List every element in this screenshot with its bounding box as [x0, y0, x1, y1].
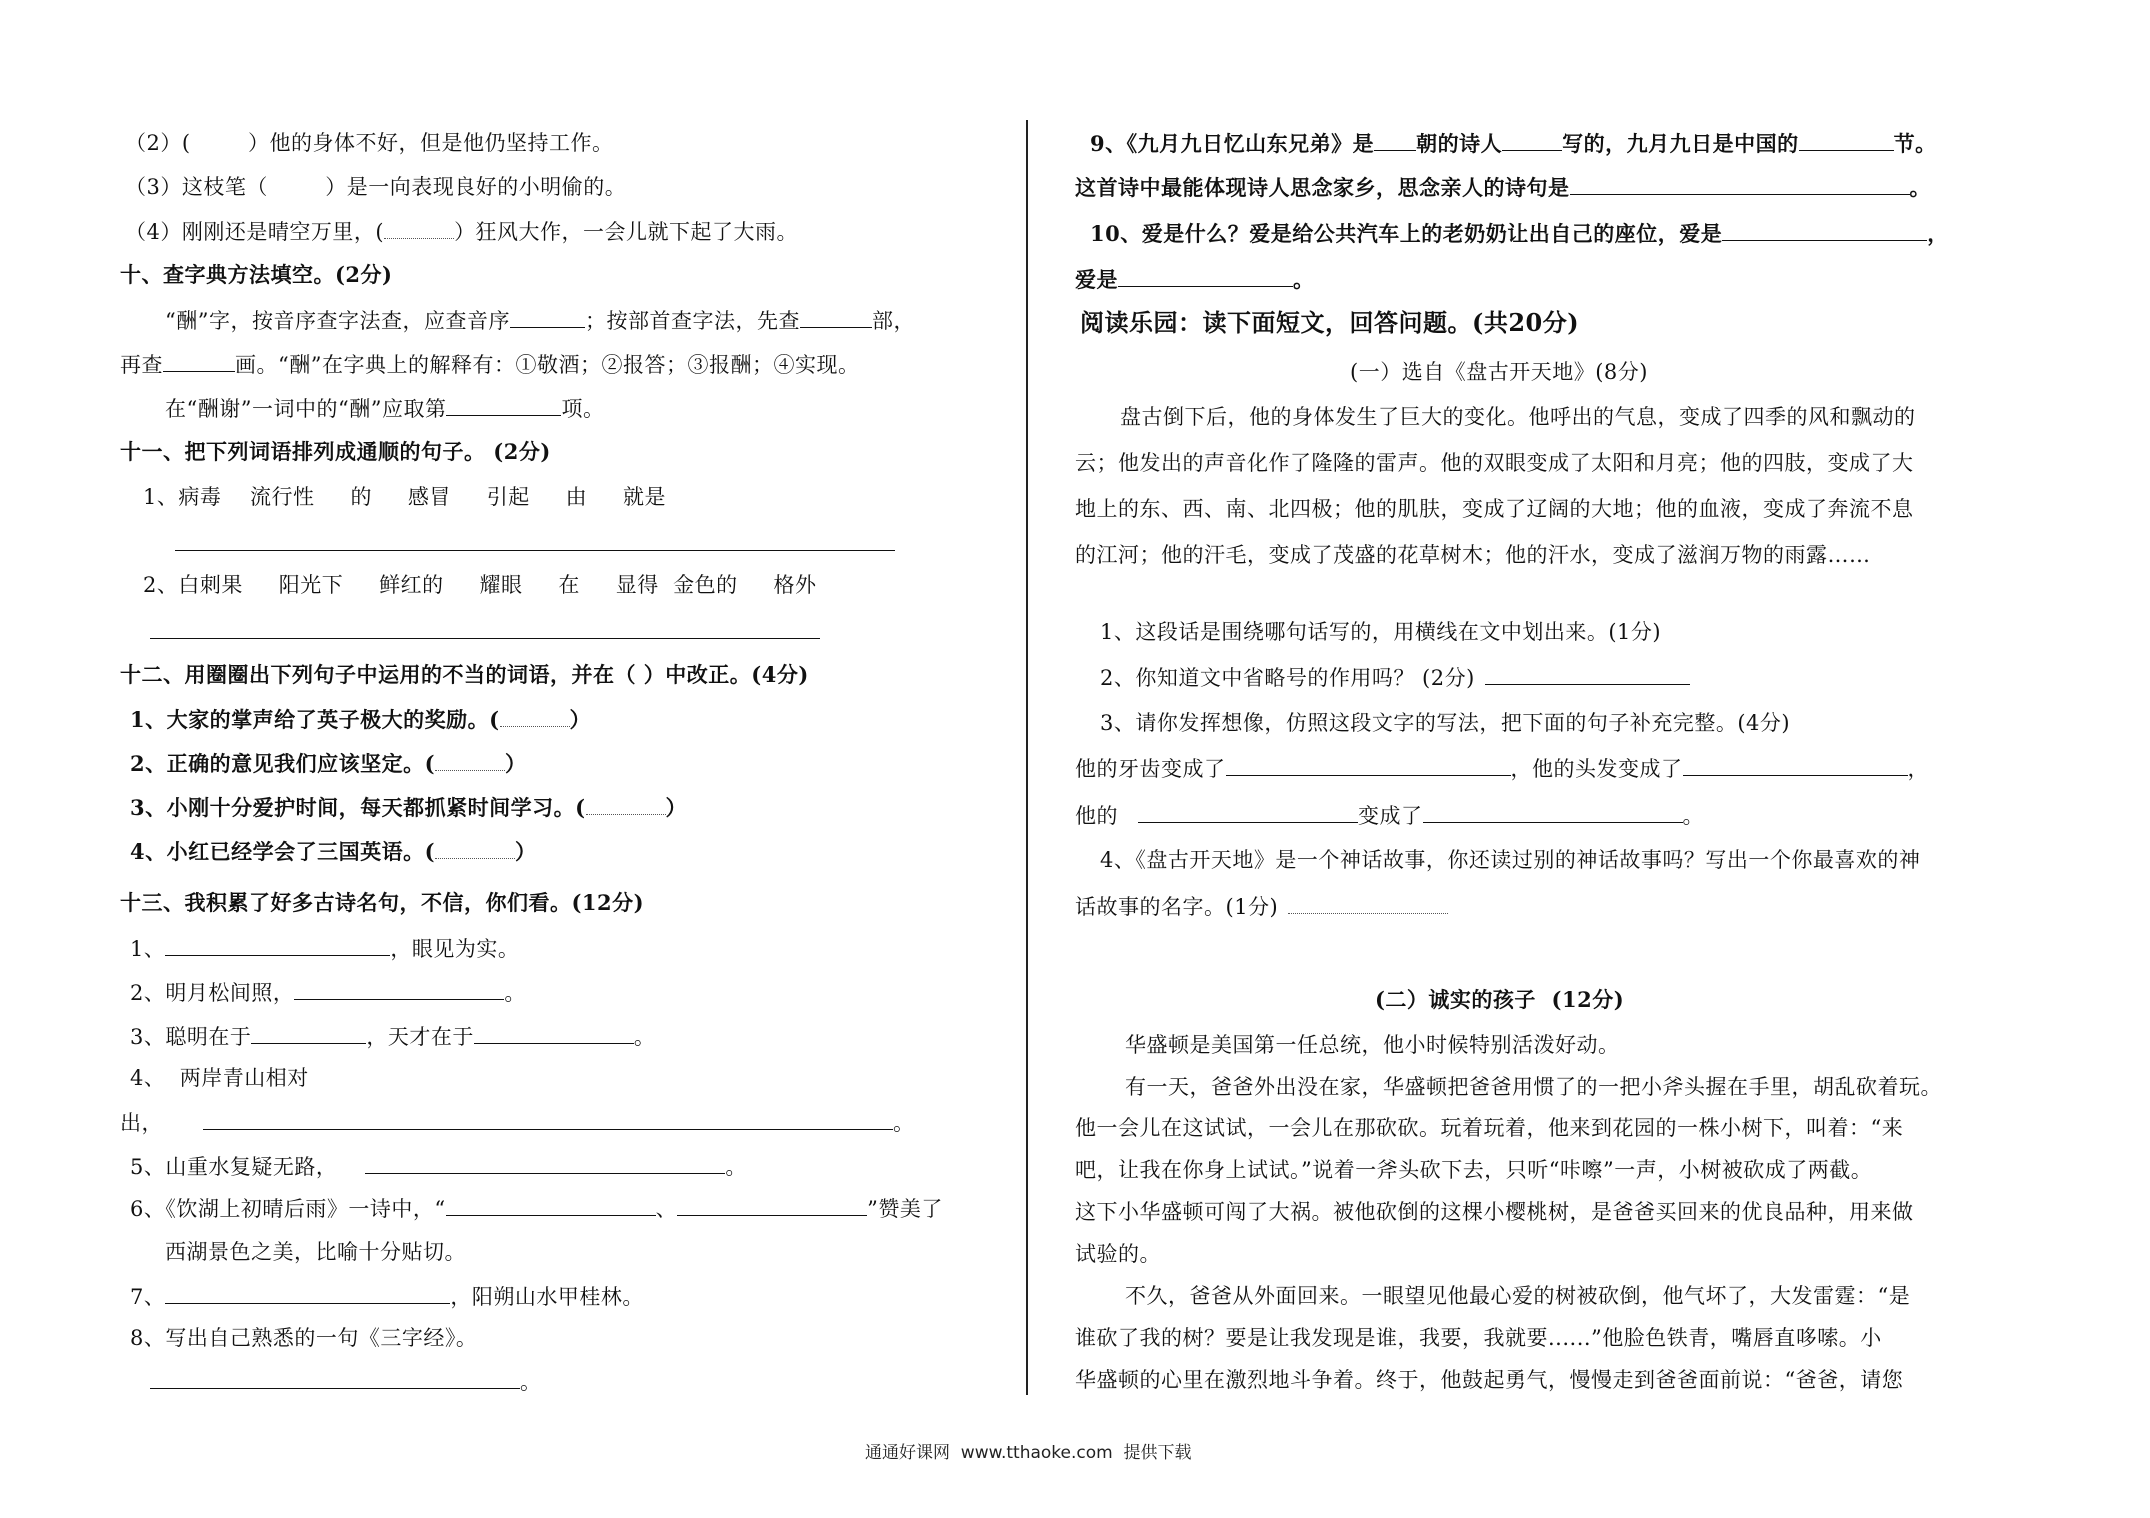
section-12-q1: 1、大家的掌声给了英子极大的奖励。( ） [130, 704, 591, 735]
answer-blank[interactable] [163, 349, 235, 372]
item-2-text: （2）( ）他的身体不好，但是他仍坚持工作。 [125, 131, 614, 155]
section-13-q5: 5、山重水复疑无路， 。 [130, 1151, 747, 1182]
answer-blank[interactable] [165, 1281, 450, 1304]
passage-2-line-9: 华盛顿的心里在激烈地斗争着。终于，他鼓起勇气，慢慢走到爸爸面前说：“爸爸，请您 [1075, 1368, 1904, 1392]
answer-blank[interactable] [203, 1107, 893, 1130]
passage-2-line-4: 吧，让我在你身上试试。”说着一斧头砍下去，只听“咔嚓”一声，小树被砍成了两截。 [1075, 1158, 1873, 1182]
answer-blank[interactable] [510, 305, 585, 328]
section-11-q1: 1、病毒 流行性 的 感冒 引起 由 就是 [143, 485, 666, 509]
passage-2-line-7: 不久，爸爸从外面回来。一眼望见他最心爱的树被砍倒，他气坏了，大发雷霆：“是 [1125, 1284, 1911, 1308]
answer-blank[interactable] [1288, 891, 1448, 914]
section-12-q4: 4、小红已经学会了三国英语。( ） [130, 836, 537, 867]
answer-blank[interactable] [1683, 753, 1908, 776]
answer-blank[interactable] [365, 1151, 725, 1174]
passage-1-line-1: 盘古倒下后，他的身体发生了巨大的变化。他呼出的气息，变成了四季的风和飘动的 [1120, 405, 1916, 429]
item-4-text: （4）刚刚还是晴空万里，( ）狂风大作，一会儿就下起了大雨。 [125, 216, 798, 247]
passage-1-title: (一）选自《盘古开天地》(8分) [1350, 360, 1648, 384]
answer-blank[interactable] [474, 1021, 634, 1044]
item-3-text: （3）这枝笔（ ）是一向表现良好的小明偷的。 [125, 175, 627, 199]
passage-1-line-2: 云；他发出的声音化作了隆隆的雷声。他的双眼变成了太阳和月亮；他的四肢，变成了大 [1075, 451, 1914, 475]
answer-blank[interactable] [165, 933, 390, 956]
answer-blank[interactable] [446, 1193, 656, 1216]
answer-blank[interactable] [586, 792, 666, 815]
section-11-q2: 2、白刺果 阳光下 鲜红的 耀眼 在 显得 金色的 格外 [143, 573, 817, 597]
answer-blank[interactable] [384, 216, 454, 239]
passage-2-line-2: 有一天，爸爸外出没在家，华盛顿把爸爸用惯了的一把小斧头握在手里，胡乱砍着玩。 [1125, 1075, 1942, 1099]
footer-credit: 通通好课网 www.tthaoke.com 提供下载 [865, 1443, 1192, 1463]
section-13-q3: 3、聪明在于 ，天才在于 。 [130, 1021, 655, 1052]
left-column [0, 0, 1025, 1518]
section-13-q6: 6、《饮湖上初晴后雨》一诗中，“ 、 ”赞美了 [130, 1193, 943, 1224]
section-11-title: 十一、把下列词语排列成通顺的句子。 (2分) [120, 439, 551, 464]
passage-1-line-4: 的江河；他的汗毛，变成了茂盛的花草树木；他的汗水，变成了滋润万物的雨露…… [1075, 543, 1871, 567]
passage-1-q3-line-2: 他的 变成了 。 [1075, 800, 1704, 831]
section-10-line-2: 再查 画。“酬”在字典上的解释有：①敬酒；②报答；③报酬；④实现。 [120, 349, 859, 380]
passage-2-title: (二）诚实的孩子 (12分) [1375, 987, 1625, 1012]
answer-blank[interactable] [677, 1193, 867, 1216]
answer-blank[interactable] [1799, 128, 1894, 151]
answer-blank[interactable] [1226, 753, 1511, 776]
section-10-line-1: “酬”字，按音序查字法查，应查音序 ；按部首查字法，先查 部， [165, 305, 915, 336]
item-9-line-2: 这首诗中最能体现诗人思念家乡，思念亲人的诗句是 。 [1075, 172, 1931, 203]
answer-blank[interactable] [1570, 172, 1910, 195]
section-12-q2: 2、正确的意见我们应该坚定。( ） [130, 748, 527, 779]
section-13-q6-cont: 西湖景色之美，比喻十分贴切。 [165, 1240, 466, 1264]
answer-blank[interactable] [1485, 662, 1690, 685]
item-10-line-2: 爱是 。 [1075, 264, 1315, 295]
section-13-q8: 8、写出自己熟悉的一句《三字经》。 [130, 1326, 478, 1350]
passage-1-q2: 2、你知道文中省略号的作用吗？ (2分) [1100, 662, 1690, 693]
passage-2-line-6: 试验的。 [1075, 1242, 1161, 1266]
section-13-q8-line: 。 [150, 1366, 542, 1397]
passage-1-line-3: 地上的东、西、南、北四极；他的肌肤，变成了辽阔的大地；他的血液，变成了奔流不息 [1075, 497, 1914, 521]
section-13-title: 十三、我积累了好多古诗名句，不信，你们看。(12分) [120, 890, 645, 915]
section-13-q1: 1、 ，眼见为实。 [130, 933, 519, 964]
passage-2-line-1: 华盛顿是美国第一任总统，他小时候特别活泼好动。 [1125, 1033, 1620, 1057]
answer-line[interactable] [175, 550, 895, 551]
answer-blank[interactable] [1423, 800, 1683, 823]
answer-blank[interactable] [1374, 128, 1416, 151]
answer-blank[interactable] [435, 748, 505, 771]
answer-blank[interactable] [500, 704, 570, 727]
passage-1-q3: 3、请你发挥想像，仿照这段文字的写法，把下面的句子补充完整。(4分) [1100, 711, 1791, 735]
section-12-title: 十二、用圈圈出下列句子中运用的不当的词语，并在（ ）中改正。(4分) [120, 662, 809, 687]
answer-line[interactable] [150, 638, 820, 639]
passage-1-q1: 1、这段话是围绕哪句话写的，用横线在文中划出来。(1分) [1100, 620, 1662, 644]
passage-1-q3-line-1: 他的牙齿变成了 ，他的头发变成了 ， [1075, 753, 1929, 784]
section-13-q7: 7、 ，阳朔山水甲桂林。 [130, 1281, 644, 1312]
answer-blank[interactable] [1502, 128, 1562, 151]
item-9-line-1: 9、《九月九日忆山东兄弟》是 朝的诗人 写的，九月九日是中国的 节。 [1090, 128, 1937, 159]
passage-2-line-5: 这下小华盛顿可闯了大祸。被他砍倒的这棵小樱桃树，是爸爸买回来的优良品种，用来做 [1075, 1200, 1914, 1224]
answer-blank[interactable] [294, 977, 504, 1000]
reading-title: 阅读乐园：读下面短文，回答问题。(共20分) [1080, 308, 1580, 337]
answer-blank[interactable] [1118, 264, 1293, 287]
section-13-q4: 4、 两岸青山相对 [130, 1066, 309, 1090]
passage-1-q4: 4、《盘古开天地》是一个神话故事，你还读过别的神话故事吗？写出一个你最喜欢的神 [1100, 848, 1921, 872]
answer-blank[interactable] [251, 1021, 366, 1044]
answer-blank[interactable] [150, 1366, 520, 1389]
section-13-q4-line: 出， 。 [120, 1107, 915, 1138]
passage-2-line-8: 谁砍了我的树？要是让我发现是谁，我要，我就要......”他脸色铁青，嘴唇直哆嗦。小 [1075, 1326, 1882, 1350]
section-13-q2: 2、明月松间照， 。 [130, 977, 526, 1008]
answer-blank[interactable] [1722, 218, 1927, 241]
answer-blank[interactable] [446, 393, 561, 416]
passage-2-line-3: 他一会儿在这试试，一会儿在那砍砍。玩着玩着，他来到花园的一株小树下，叫着：“来 [1075, 1116, 1904, 1140]
section-10-line-3: 在“酬谢”一词中的“酬”应取第 项。 [165, 393, 604, 424]
answer-blank[interactable] [1138, 800, 1358, 823]
answer-blank[interactable] [435, 836, 515, 859]
item-10-line-1: 10、爱是什么？爱是给公共汽车上的老奶奶让出自己的座位，爱是 ， [1090, 218, 1949, 249]
column-divider [1026, 120, 1028, 1395]
passage-1-q4-line-2: 话故事的名字。(1分) [1075, 891, 1448, 922]
right-column [1030, 0, 2150, 1518]
answer-blank[interactable] [800, 305, 872, 328]
section-12-q3: 3、小刚十分爱护时间，每天都抓紧时间学习。( ） [130, 792, 687, 823]
section-10-title: 十、查字典方法填空。(2分) [120, 262, 393, 287]
